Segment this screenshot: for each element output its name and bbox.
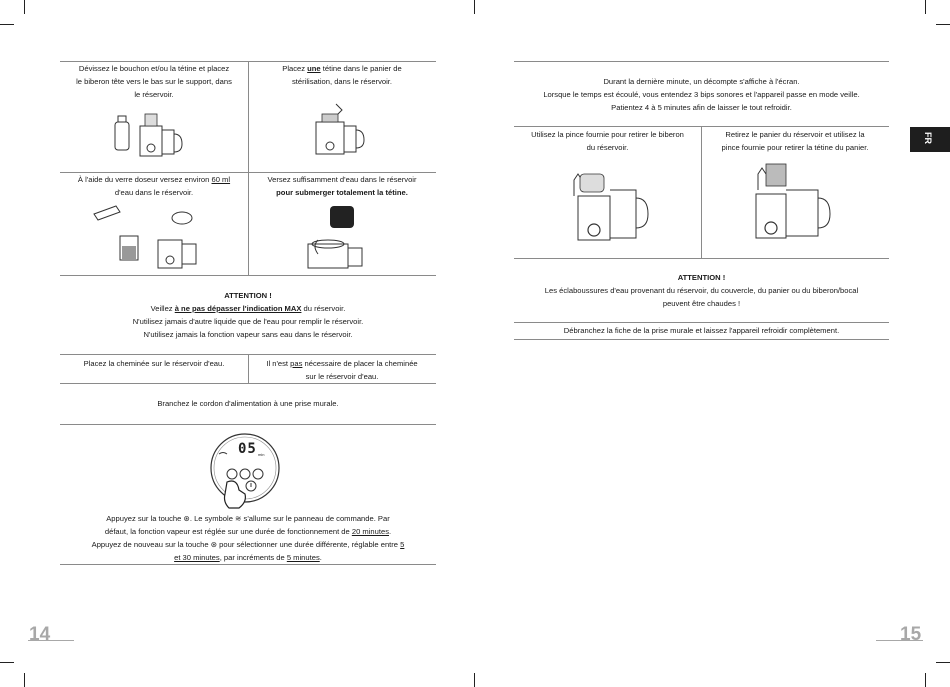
divider [514, 322, 889, 323]
divider [60, 275, 436, 276]
step-a-text: Utilisez la pince fournie pour retirer le biberon du réservoir. [531, 130, 684, 152]
divider [60, 424, 436, 425]
step4-text: Versez suffisamment d'eau dans le réservoir pour submerger totalement la tétine. [267, 175, 417, 197]
language-tab: FR [910, 127, 950, 152]
divider [60, 383, 436, 384]
remove-basket-illustration [752, 160, 844, 246]
step-b-text: Retirez le panier du réservoir et utilisez la pince fournie pour retirer la tétine du panier. [721, 130, 869, 152]
steam-symbol-icon: ≋ [235, 514, 242, 523]
crop-mark [925, 0, 926, 14]
step6-text: Il n'est pas nécessaire de placer la cheminée sur le réservoir d'eau. [266, 359, 418, 381]
crop-mark [936, 662, 950, 663]
page-number-rule [876, 640, 923, 641]
page-number-rule [28, 640, 74, 641]
pour-measuring-cup-illustration [92, 200, 212, 272]
panel-display-unit: min [258, 452, 265, 457]
divider [514, 258, 889, 259]
panel-display: 05 [238, 441, 257, 457]
pour-water-illustration [300, 204, 380, 272]
remove-bottle-illustration [562, 168, 654, 246]
page-number: 15 [900, 624, 922, 645]
crop-mark [925, 673, 926, 687]
step8-text: Appuyez sur la touche ⊛. Le symbole ≋ s'allume sur le panneau de commande. Par défaut, la fonction vapeur est réglée sur une durée de fonctionnement de 20 minutes. Appuyez de nouveau sur la touche ⊛ pour sélectionner une durée différente, réglable entre 5 et 30 minutes, par incréments de 5 minutes. [91, 514, 405, 562]
crop-mark [0, 24, 14, 25]
crop-mark [24, 0, 25, 14]
divider [514, 339, 889, 340]
unplug-text: Débranchez la fiche de la prise murale et laissez l'appareil refroidir complètement. [563, 326, 840, 335]
teat-in-basket-illustration [312, 102, 372, 160]
step3-text: À l'aide du verre doseur versez environ 60 ml d'eau dans le réservoir. [77, 175, 231, 197]
crop-mark [24, 673, 25, 687]
appliance-with-bottle-illustration [112, 108, 202, 163]
page-number: 14 [29, 624, 51, 645]
step5-text: Placez la cheminée sur le réservoir d'eau. [83, 359, 225, 368]
divider [60, 564, 436, 565]
crop-mark [936, 24, 950, 25]
crop-mark [0, 662, 14, 663]
countdown-text: Durant la dernière minute, un décompte s'affiche à l'écran. Lorsque le temps est écoulé, vous entendez 3 bips sonores et l'appareil passe en mode veille. Patientez 4 à 5 minutes afin de laisser le tout refroidir. [543, 77, 860, 112]
attention-block-right: ATTENTION ! Les éclaboussures d'eau provenant du réservoir, du couvercle, du panier ou du biberon/bocal peuvent être chaudes ! [544, 273, 859, 308]
steam-button-icon: ⊛ [183, 514, 190, 523]
divider [514, 61, 889, 62]
steam-button-icon: ⊛ [210, 540, 218, 549]
crop-mark [474, 0, 475, 14]
divider [248, 61, 249, 275]
step1-text: Dévissez le bouchon et/ou la tétine et placez le biberon tête vers le bas sur le support, dans le réservoir. [76, 64, 232, 99]
attention-block: ATTENTION ! Veillez à ne pas dépasser l'indication MAX du réservoir. N'utilisez jamais d'autre liquide que de l'eau pour remplir le réservoir. N'utilisez jamais la fonction vapeur sans eau dans le réservoir. [132, 291, 364, 339]
step7-text: Branchez le cordon d'alimentation à une prise murale. [157, 399, 339, 408]
step2-text: Placez une tétine dans le panier de stérilisation, dans le réservoir. [282, 64, 402, 86]
crop-mark [474, 673, 475, 687]
